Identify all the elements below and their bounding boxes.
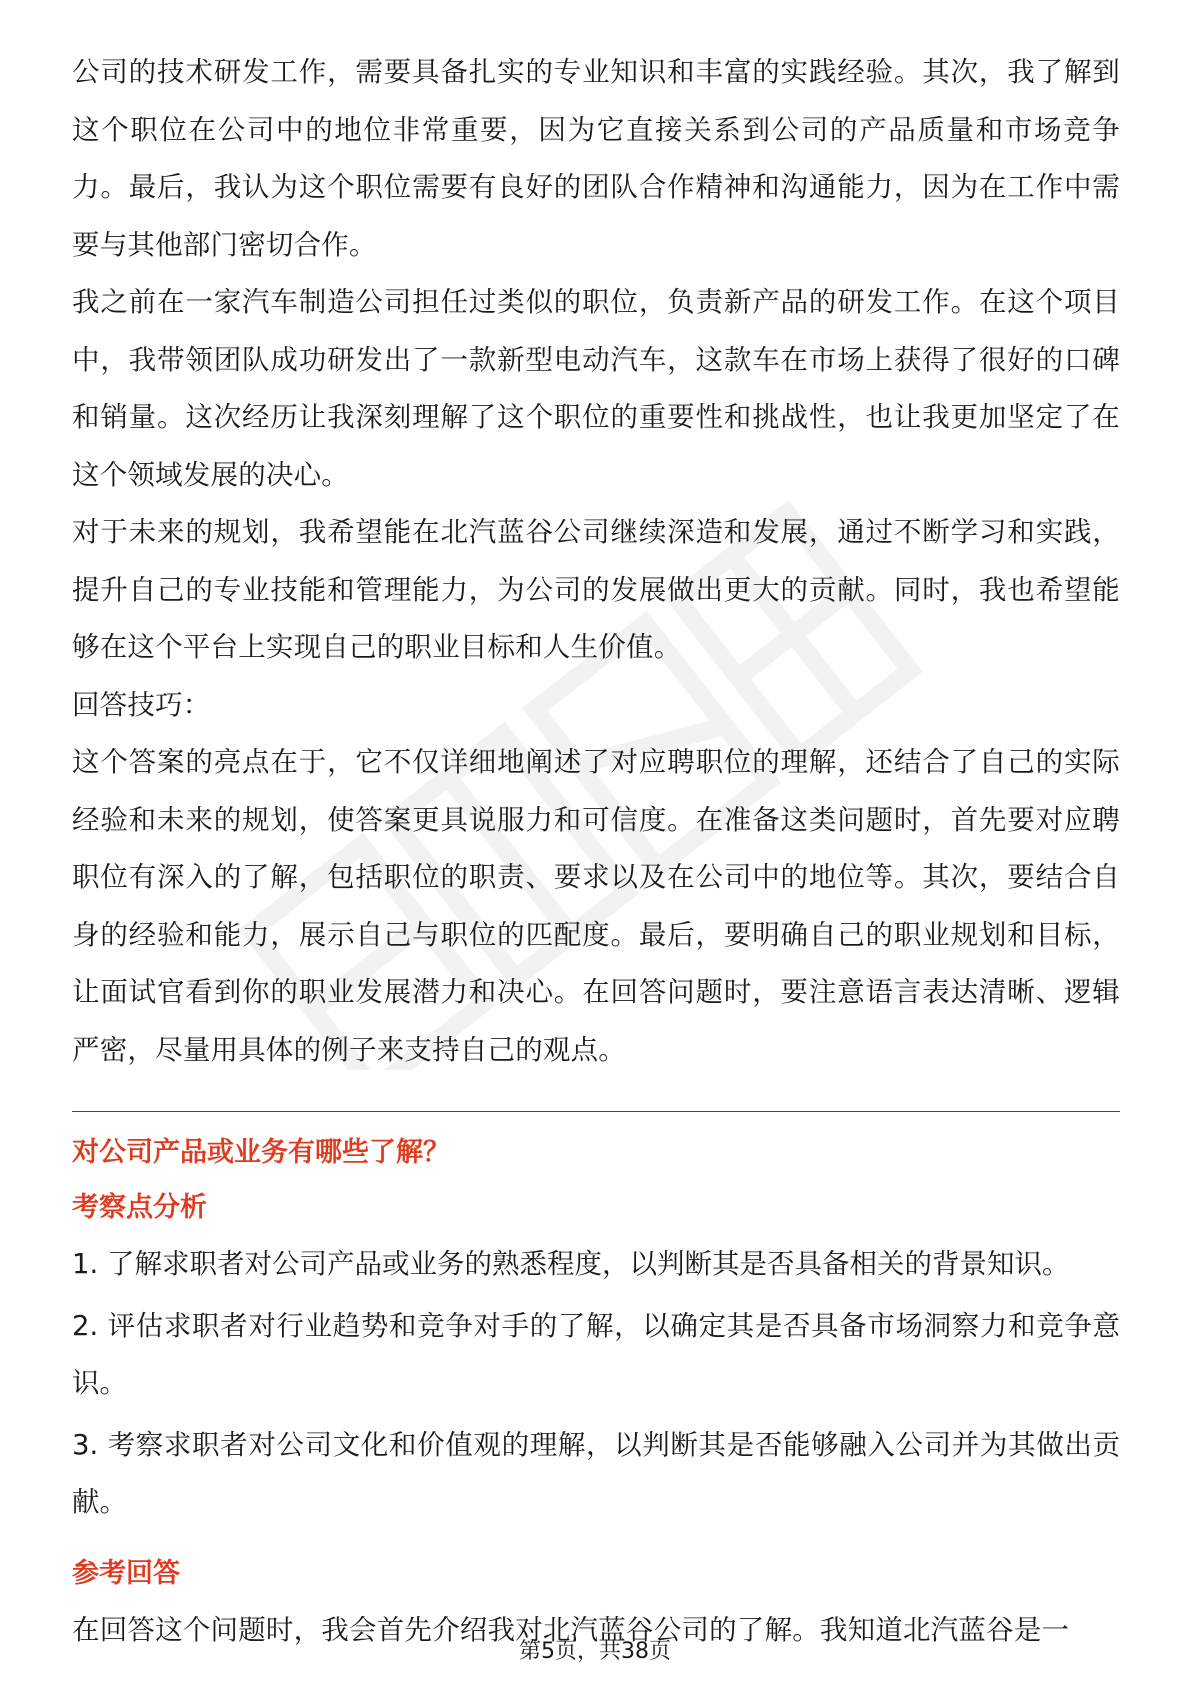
body-paragraph: 公司的技术研发工作，需要具备扎实的专业知识和丰富的实践经验。其次，我了解到这个职位在公司中的地位非常重要，因为它直接关系到公司的产品质量和市场竞争力。最后，我认为这个职位需要有良好的团队合作精神和沟通能力，因为在工作中需要与其他部门密切合作。 [72, 56, 1120, 261]
list-item: 2. 评估求职者对行业趋势和竞争对手的了解，以确定其是否具备市场洞察力和竞争意识。 [72, 1309, 1120, 1399]
list-item: 1. 了解求职者对公司产品或业务的熟悉程度，以判断其是否具备相关的背景知识。 [72, 1248, 1070, 1280]
body-paragraph: 对于未来的规划，我希望能在北汽蓝谷公司继续深造和发展，通过不断学习和实践，提升自己的专业技能和管理能力，为公司的发展做出更大的贡献。同时，我也希望能够在这个平台上实现自己的职业目标和人生价值。 [72, 516, 1120, 663]
question-title: 对公司产品或业务有哪些了解？ [72, 1137, 450, 1168]
main-content [72, 44, 1120, 1659]
analysis-list [72, 1236, 1120, 1532]
answer-paragraph: 在回答这个问题时，我会首先介绍我对北汽蓝谷公司的了解。我知道北汽蓝谷是一 [72, 1613, 1070, 1646]
list-item: 3. 考察求职者对公司文化和价值观的理解，以判断其是否能够融入公司并为其做出贡献。 [72, 1428, 1120, 1518]
body-paragraph: 这个答案的亮点在于，它不仅详细地阐述了对应聘职位的理解，还结合了自己的实际经验和未来的规划，使答案更具说服力和可信度。在准备这类问题时，首先要对应聘职位有深入的了解，包括职位的职责、要求以及在公司中的地位等。其次，要结合自身的经验和能力，展示自己与职位的匹配度。最后，要明确自己的职业规划和目标，让面试官看到你的职业发展潜力和决心。在回答问题时，要注意语言表达清晰、逻辑严密，尽量用具体的例子来支持自己的观点。 [72, 746, 1120, 1066]
section-divider [72, 1111, 1120, 1112]
page-number: 第5页，共38页 [519, 1639, 671, 1664]
analysis-heading: 考察点分析 [72, 1192, 207, 1223]
answer-heading: 参考回答 [72, 1557, 180, 1589]
answer-tips-label: 回答技巧： [72, 688, 211, 721]
body-paragraph: 我之前在一家汽车制造公司担任过类似的职位，负责新产品的研发工作。在这个项目中，我带领团队成功研发出了一款新型电动汽车，这款车在市场上获得了很好的口碑和销量。这次经历让我深刻理解了这个职位的重要性和挑战性，也让我更加坚定了在这个领域发展的决心。 [72, 286, 1120, 491]
